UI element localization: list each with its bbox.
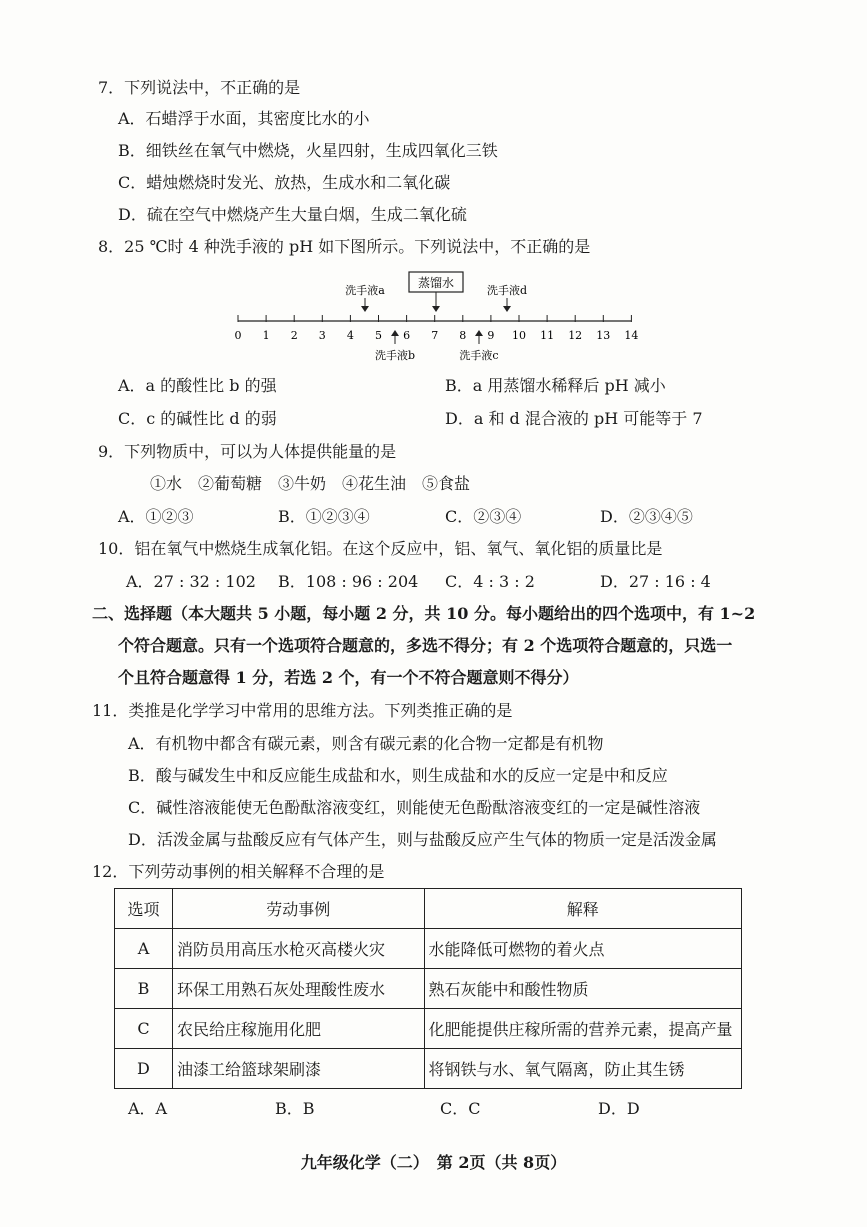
q10-option-d[interactable]: D．27 : 16 : 4: [600, 572, 711, 591]
q8-option-d[interactable]: D．a 和 d 混合液的 pH 可能等于 7: [445, 409, 703, 428]
page-footer: 九年级化学（二） 第 2页（共 8页）: [300, 1153, 567, 1172]
table-row: [115, 1009, 742, 1049]
ph-tick-label: 0: [234, 329, 242, 342]
q7-option-d[interactable]: D．硫在空气中燃烧产生大量白烟，生成二氧化硫: [118, 205, 467, 224]
ph-tick-label: 5: [375, 329, 382, 342]
table-cell: 水能降低可燃物的着火点: [424, 929, 742, 969]
arrowhead-d: [503, 306, 511, 312]
table-cell: 油漆工给篮球架刷漆: [172, 1049, 424, 1089]
q7-option-b[interactable]: B．细铁丝在氧气中燃烧，火星四射，生成四氧化三铁: [118, 141, 498, 160]
q11-option-d[interactable]: D．活泼金属与盐酸反应有气体产生，则与盐酸反应产生气体的物质一定是活泼金属: [128, 830, 717, 849]
ph-tick-label: 4: [346, 329, 354, 342]
ph-tick-label: 8: [459, 329, 467, 342]
header-explanation: 解释: [424, 889, 742, 929]
ph-ticks: [235, 315, 639, 342]
section2-instructions-2: 个符合题意。只有一个选项符合题意的，多选不得分；有 2 个选项符合题意的，只选一: [118, 636, 733, 655]
table-cell: B: [115, 969, 173, 1009]
arrowhead-distilled-water: [432, 306, 440, 312]
q11-option-c[interactable]: C．碱性溶液能使无色酚酞溶液变红，则能使无色酚酞溶液变红的一定是碱性溶液: [128, 798, 701, 817]
q11-stem: 11．类推是化学学习中常用的思维方法。下列类推正确的是: [92, 701, 513, 720]
table-cell: 化肥能提供庄稼所需的营养元素，提高产量: [424, 1009, 742, 1049]
table-row: [115, 969, 742, 1009]
q9-option-a[interactable]: A．①②③: [118, 507, 194, 526]
table-cell: D: [115, 1049, 173, 1089]
section2-instructions-1: 二、选择题（本大题共 5 小题，每小题 2 分，共 10 分。每小题给出的四个选项中，有 1~2: [92, 604, 756, 623]
q10-option-a[interactable]: A．27 : 32 : 102: [126, 572, 256, 591]
table-cell: C: [115, 1009, 173, 1049]
arrowhead-c: [475, 330, 483, 336]
q7-stem: 7．下列说法中，不正确的是: [98, 78, 301, 97]
table-cell: A: [115, 929, 173, 969]
table-cell: 将钢铁与水、氧气隔离，防止其生锈: [424, 1049, 742, 1089]
q11-option-b[interactable]: B．酸与碱发生中和反应能生成盐和水，则生成盐和水的反应一定是中和反应: [128, 766, 668, 785]
q7-option-a[interactable]: A．石蜡浮于水面，其密度比水的小: [118, 109, 370, 128]
q8-option-c[interactable]: C．c 的碱性比 d 的弱: [118, 409, 277, 428]
section2-instructions-3: 个且符合题意得 1 分，若选 2 个，有一个不符合题意则不得分）: [118, 668, 579, 687]
header-option: 选项: [115, 889, 173, 929]
q7-option-c[interactable]: C．蜡烛燃烧时发光、放热，生成水和二氧化碳: [118, 173, 451, 192]
q11-option-a[interactable]: A．有机物中都含有碳元素，则含有碳元素的化合物一定都是有机物: [128, 734, 604, 753]
q9-items: ①水 ②葡萄糖 ③牛奶 ④花生油 ⑤食盐: [150, 474, 471, 493]
table-header-row: [115, 889, 742, 929]
ph-tick-label: 7: [431, 329, 439, 342]
ph-scale-diagram: [220, 270, 650, 370]
q12-option-d[interactable]: D．D: [598, 1099, 640, 1118]
q9-stem: 9．下列物质中，可以为人体提供能量的是: [98, 442, 397, 461]
ph-tick-label: 6: [403, 329, 411, 342]
q9-option-b[interactable]: B．①②③④: [278, 507, 370, 526]
q8-option-b[interactable]: B．a 用蒸馏水稀释后 pH 减小: [445, 376, 666, 395]
q10-option-b[interactable]: B．108 : 96 : 204: [278, 572, 419, 591]
ph-tick-label: 2: [290, 329, 298, 342]
distilled-water-label: 蒸馏水: [417, 276, 455, 290]
q8-option-a[interactable]: A．a 的酸性比 b 的强: [118, 376, 277, 395]
ph-tick-label: 14: [624, 329, 639, 342]
q8-stem: 8．25 ℃时 4 种洗手液的 pH 如下图所示。下列说法中，不正确的是: [98, 237, 591, 256]
ph-tick-label: 9: [487, 329, 495, 342]
q12-stem: 12．下列劳动事例的相关解释不合理的是: [92, 862, 385, 881]
q9-option-d[interactable]: D．②③④⑤: [600, 507, 693, 526]
table-row: [115, 1049, 742, 1089]
q12-option-c[interactable]: C．C: [440, 1099, 481, 1118]
label-b: 洗手液b: [374, 349, 416, 362]
q10-stem: 10．铝在氧气中燃烧生成氧化铝。在这个反应中，铝、氧气、氧化铝的质量比是: [98, 539, 663, 558]
ph-tick-label: 1: [262, 329, 270, 342]
label-c: 洗手液c: [459, 349, 499, 362]
ph-tick-label: 13: [596, 329, 611, 342]
q10-option-c[interactable]: C．4 : 3 : 2: [445, 572, 535, 591]
label-a: 洗手液a: [345, 284, 385, 297]
q12-option-a[interactable]: A．A: [128, 1099, 168, 1118]
table-cell: 熟石灰能中和酸性物质: [424, 969, 742, 1009]
table-row: [115, 929, 742, 969]
ph-tick-label: 3: [318, 329, 326, 342]
arrowhead-b: [391, 330, 399, 336]
table-cell: 环保工用熟石灰处理酸性废水: [172, 969, 424, 1009]
ph-tick-label: 10: [512, 329, 526, 342]
q9-option-c[interactable]: C．②③④: [445, 507, 522, 526]
ph-tick-label: 12: [568, 329, 583, 342]
arrowhead-a: [361, 306, 369, 312]
header-example: 劳动事例: [172, 889, 424, 929]
table-cell: 消防员用高压水枪灭高楼火灾: [172, 929, 424, 969]
ph-tick-label: 11: [540, 329, 555, 342]
q12-table: [114, 888, 742, 1089]
q12-option-b[interactable]: B．B: [275, 1099, 315, 1118]
label-d: 洗手液d: [486, 284, 528, 297]
table-cell: 农民给庄稼施用化肥: [172, 1009, 424, 1049]
